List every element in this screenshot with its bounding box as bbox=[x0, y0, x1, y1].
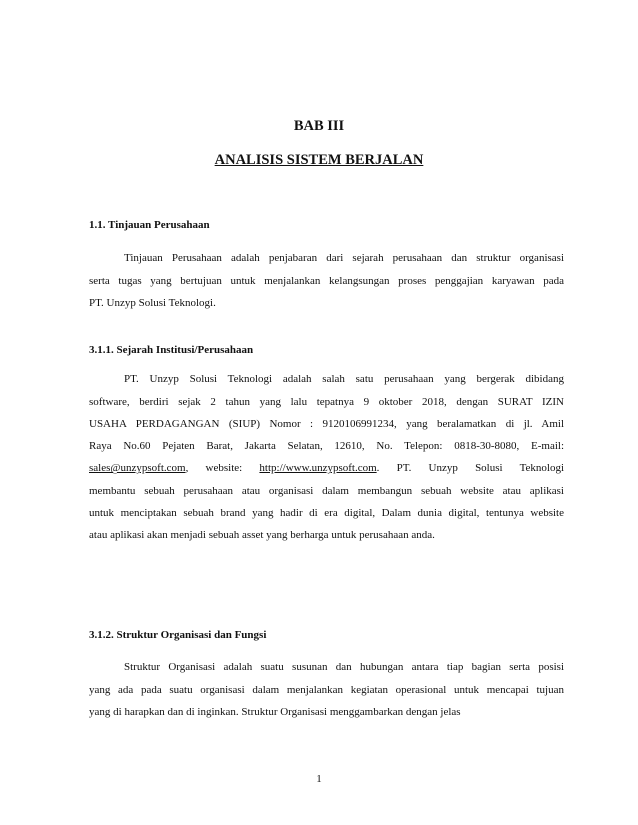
paragraph-line: PT. Unzyp Solusi Teknologi adalah salah satu perusahaan yang bergerak dibidang bbox=[124, 373, 564, 386]
section-heading: 3.1.1. Sejarah Institusi/Perusahaan bbox=[89, 344, 254, 356]
paragraph-line: untuk menciptakan sebuah brand yang hadir di era digital, Dalam dunia digital, tentunya website bbox=[89, 507, 564, 520]
website-link[interactable]: http://www.unzypsoft.com bbox=[259, 462, 377, 475]
chapter-title: ANALISIS SISTEM BERJALAN bbox=[214, 152, 424, 168]
paragraph-line: atau aplikasi akan menjadi sebuah asset yang berharga untuk perusahaan anda. bbox=[89, 529, 435, 542]
section-heading: 3.1.2. Struktur Organisasi dan Fungsi bbox=[89, 629, 267, 641]
paragraph-line: membantu sebuah perusahaan atau organisasi dalam membangun sebuah website atau aplikasi bbox=[89, 484, 564, 497]
email-link[interactable]: sales@unzypsoft.com bbox=[89, 462, 186, 475]
paragraph-line: PT. Unzyp Solusi Teknologi. bbox=[89, 296, 216, 309]
section-heading: 1.1. Tinjauan Perusahaan bbox=[89, 219, 210, 231]
section-sejarah-institusi bbox=[89, 339, 564, 547]
paragraph-line: yang di harapkan dan di inginkan. Struktur Organisasi menggambarkan dengan jelas bbox=[89, 705, 461, 718]
paragraph-line-links bbox=[89, 457, 564, 479]
paragraph-line: software, berdiri sejak 2 tahun yang lalu tepatnya 9 oktober 2018, dengan SURAT IZIN bbox=[89, 395, 564, 408]
paragraph-line: yang ada pada suatu organisasi dalam menjalankan kegiatan operasional untuk mencapai tujuan bbox=[89, 683, 564, 696]
paragraph-line: Struktur Organisasi adalah suatu susunan dan hubungan antara tiap bagian serta posisi bbox=[124, 661, 564, 674]
page-number: 1 bbox=[316, 773, 322, 785]
section-tinjauan-perusahaan bbox=[89, 214, 564, 314]
website-label: website: bbox=[205, 462, 243, 475]
company-continuation: . PT. Unzyp Solusi Teknologi bbox=[376, 462, 565, 475]
paragraph-line: USAHA PERDAGANGAN (SIUP) Nomor : 9120106991234, yang beralamatkan di jl. Amil bbox=[89, 417, 564, 430]
paragraph-line: serta tugas yang bertujuan untuk menjalankan kelangsungan proses penggajian karyawan pada bbox=[89, 274, 564, 287]
section-struktur-organisasi bbox=[89, 624, 564, 723]
paragraph-line: Tinjauan Perusahaan adalah penjabaran dari sejarah perusahaan dan struktur organisasi bbox=[124, 252, 564, 265]
email-suffix: , bbox=[185, 462, 189, 475]
paragraph-line: Raya No.60 Pejaten Barat, Jakarta Selatan, 12610, No. Telepon: 0818-30-8080, E-mail: bbox=[89, 440, 564, 453]
chapter-number: BAB III bbox=[293, 118, 345, 134]
